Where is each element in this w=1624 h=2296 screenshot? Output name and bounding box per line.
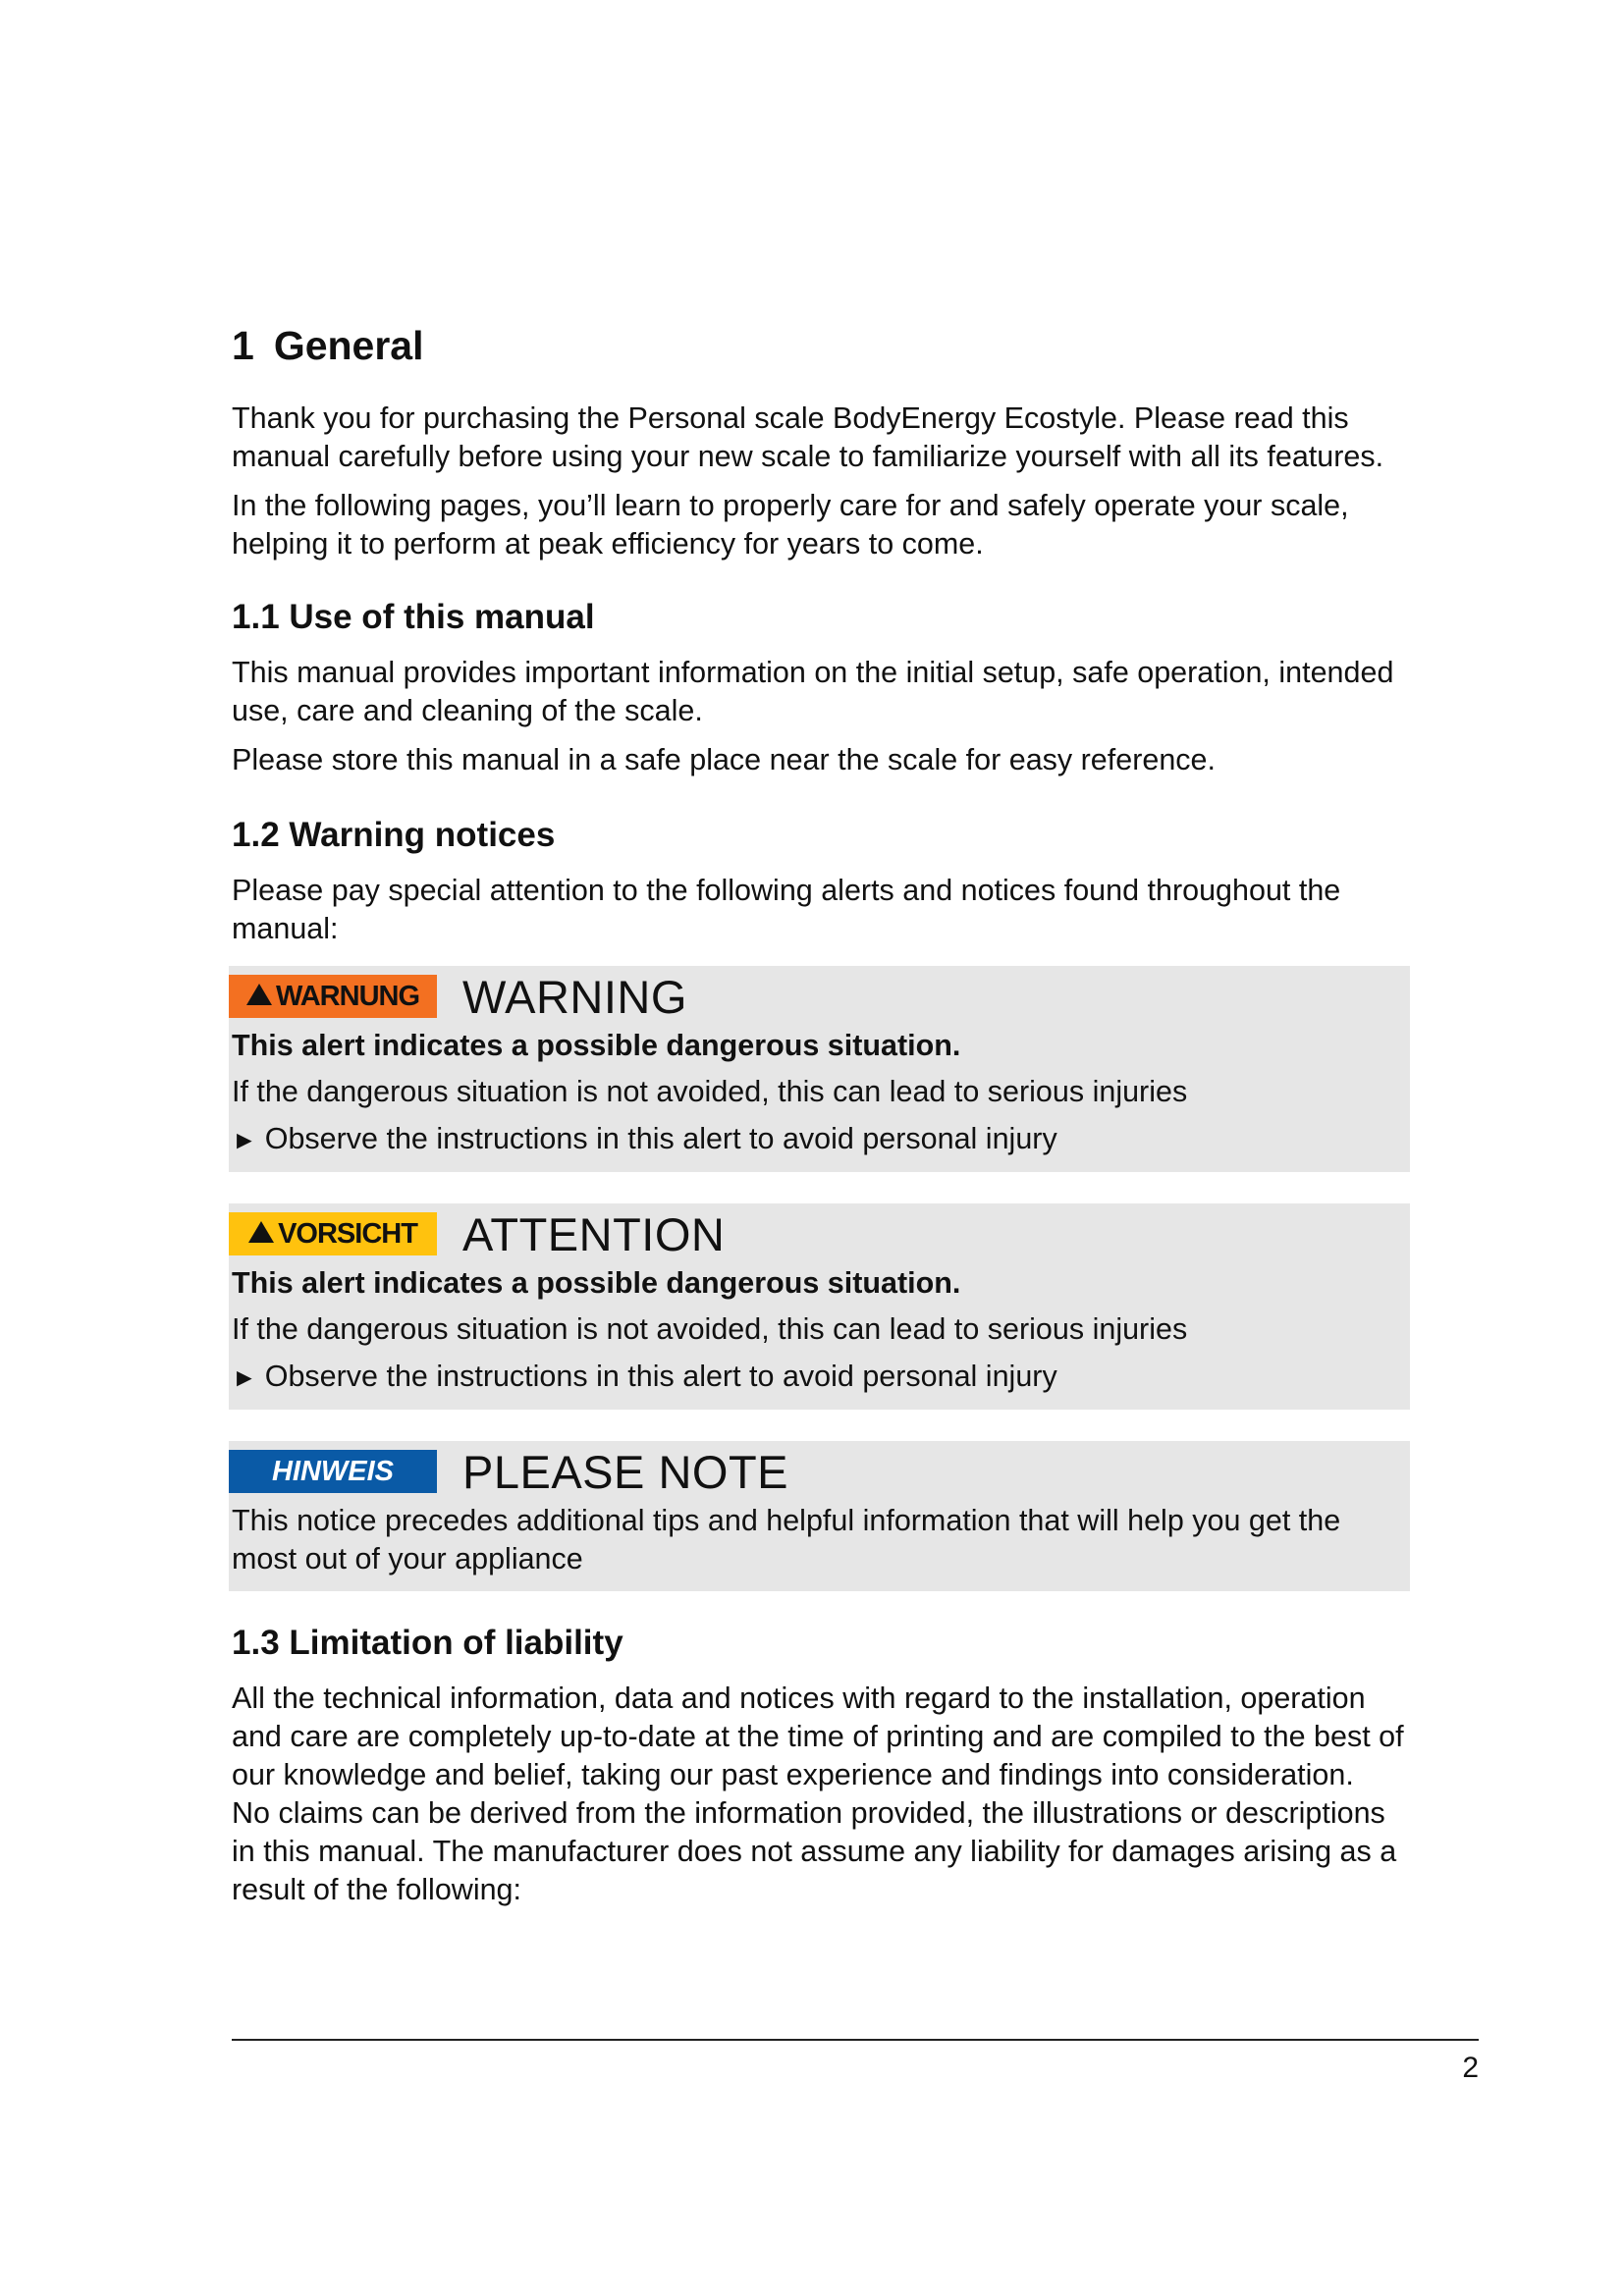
attention-text: If the dangerous situation is not avoided, this can lead to serious injuries bbox=[232, 1312, 1188, 1347]
attention-bold-text: This alert indicates a possible dangerous situation. bbox=[232, 1266, 961, 1301]
intro-paragraph-2: In the following pages, you’ll learn to properly care for and safely operate your scale, helping it to perform at peak efficiency for years to come. bbox=[232, 489, 1349, 561]
page-number: 2 bbox=[1462, 2052, 1479, 2084]
section-heading bbox=[232, 322, 1410, 370]
note-notice-header bbox=[232, 1441, 1410, 1502]
use-of-manual-heading: 1.1 Use of this manual bbox=[232, 598, 595, 637]
warning-text: If the dangerous situation is not avoided, this can lead to serious injuries bbox=[232, 1075, 1188, 1109]
attention-instruction bbox=[232, 1358, 1410, 1397]
warnung-badge bbox=[229, 975, 437, 1018]
footer-divider bbox=[232, 2039, 1479, 2041]
attention-notice-box bbox=[229, 1203, 1410, 1410]
section-number: 1 bbox=[232, 323, 254, 368]
liability-paragraph-1: All the technical information, data and notices with regard to the installation, operation and care are completely up-to-date at the time of printing and are compiled to the best of our knowledge and belief, taking our past experience and findings into consideration. bbox=[232, 1682, 1404, 1792]
warning-notice-header bbox=[232, 966, 1410, 1027]
liability-paragraph-2: No claims can be derived from the information provided, the illustrations or descriptions in this manual. The manufacturer does not assume any liability for damages arising as a result of the following: bbox=[232, 1796, 1397, 1907]
warnung-badge-label: WARNUNG bbox=[275, 980, 420, 1012]
warning-instruction-text: Observe the instructions in this alert to avoid personal injury bbox=[264, 1122, 1057, 1156]
note-notice-box bbox=[229, 1441, 1410, 1591]
warning-triangle-icon bbox=[248, 1221, 274, 1243]
use-of-manual-paragraph-1: This manual provides important information on the initial setup, safe operation, intended use, care and cleaning of the scale. bbox=[232, 656, 1394, 728]
intro-paragraph-1: Thank you for purchasing the Personal scale BodyEnergy Ecostyle. Please read this manual carefully before using your new scale to familiarize yourself with all its features. bbox=[232, 401, 1384, 474]
warning-bold-text: This alert indicates a possible dangerous situation. bbox=[232, 1029, 961, 1063]
section-title: General bbox=[273, 323, 424, 368]
hinweis-badge bbox=[229, 1450, 437, 1493]
attention-notice-header bbox=[232, 1203, 1410, 1264]
liability-heading: 1.3 Limitation of liability bbox=[232, 1624, 623, 1663]
manual-page bbox=[232, 322, 1410, 1920]
note-text: This notice precedes additional tips and helpful information that will help you get the most out of your appliance bbox=[232, 1504, 1341, 1576]
attention-title: ATTENTION bbox=[462, 1207, 726, 1260]
warning-notice-box bbox=[229, 966, 1410, 1172]
warning-triangle-icon bbox=[246, 984, 272, 1005]
arrow-right-icon: ► bbox=[232, 1125, 257, 1155]
note-title: PLEASE NOTE bbox=[462, 1445, 788, 1498]
warning-notices-heading: 1.2 Warning notices bbox=[232, 816, 556, 855]
warning-instruction bbox=[232, 1120, 1410, 1159]
vorsicht-badge-label: VORSICHT bbox=[278, 1217, 417, 1250]
warning-notices-intro: Please pay special attention to the following alerts and notices found throughout the manual: bbox=[232, 874, 1341, 946]
attention-instruction-text: Observe the instructions in this alert to avoid personal injury bbox=[264, 1360, 1057, 1394]
warning-title: WARNING bbox=[462, 970, 687, 1023]
hinweis-badge-label: HINWEIS bbox=[271, 1455, 395, 1487]
use-of-manual-paragraph-2: Please store this manual in a safe place near the scale for easy reference. bbox=[232, 743, 1216, 777]
vorsicht-badge bbox=[229, 1212, 437, 1255]
arrow-right-icon: ► bbox=[232, 1362, 257, 1393]
